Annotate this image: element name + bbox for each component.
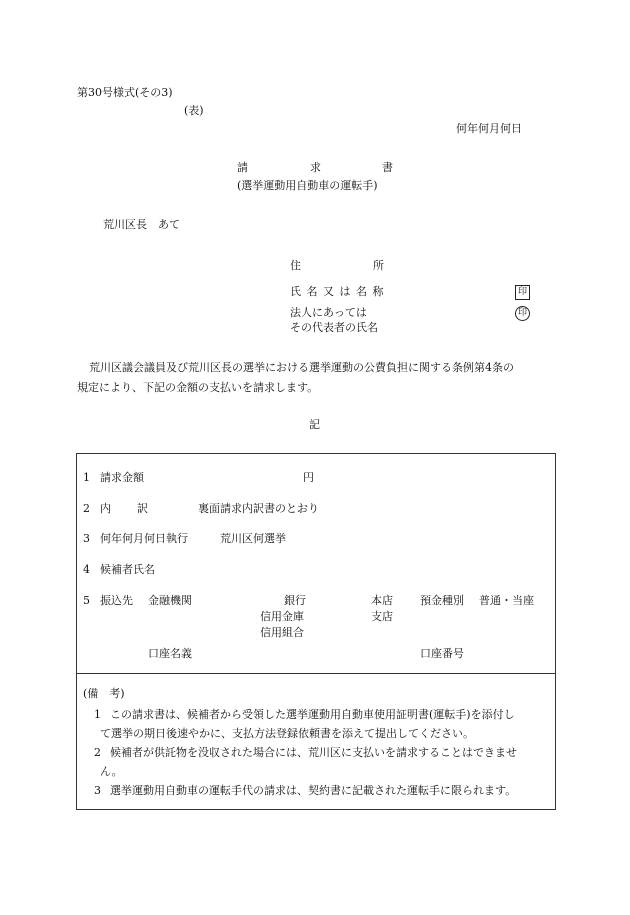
box-divider <box>77 673 555 674</box>
item-5-bank-label: 金融機関 <box>148 594 192 607</box>
note-2-line-a: 候補者が供託物を没収された場合には、荒川区に支払いを請求することはできませ <box>110 746 517 759</box>
item-1-label: 請求金額 <box>100 471 144 484</box>
item-5-bank: 銀行 <box>284 594 306 607</box>
corporate-label-1: 法人にあっては <box>290 306 367 319</box>
item-3-label: 何年何月何日執行 <box>100 532 188 545</box>
form-number: 第30号様式(その3) <box>77 86 173 99</box>
corporate-label-2: その代表者の氏名 <box>290 321 378 334</box>
note-2-line-b: ん。 <box>100 765 123 778</box>
item-4-label: 候補者氏名 <box>100 563 155 576</box>
item-2-label-b: 訳 <box>137 502 148 515</box>
document-subtitle: (選挙運動用自動車の運転手) <box>237 179 378 192</box>
item-5-number: 5 <box>83 594 90 607</box>
note-3-line-a: 選挙運動用自動車の運転手代の請求は、契約書に記載された運転手に限られます。 <box>110 784 517 797</box>
note-1-number: 1 <box>94 708 101 721</box>
item-2-number: 2 <box>83 502 90 515</box>
item-4-number: 4 <box>83 563 90 576</box>
form-side-label: (表) <box>184 104 204 117</box>
item-5-kumiai: 信用組合 <box>260 626 304 639</box>
note-3-number: 3 <box>94 784 101 797</box>
address-label-char-2: 所 <box>373 259 384 272</box>
title-char-3: 書 <box>382 161 393 174</box>
item-5-label: 振込先 <box>100 594 133 607</box>
item-5-account-type-label: 預金種別 <box>420 594 464 607</box>
item-5-account-number: 口座番号 <box>420 647 464 660</box>
item-2-value: 裏面請求内訳書のとおり <box>198 502 319 515</box>
item-2-label-a: 内 <box>100 502 111 515</box>
item-3-value: 荒川区何選挙 <box>220 532 286 545</box>
item-5-account-type-value: 普通・当座 <box>479 594 534 607</box>
item-1-number: 1 <box>83 471 90 484</box>
item-5-shinkin: 信用金庫 <box>260 610 304 623</box>
address-label-char-1: 住 <box>290 259 301 272</box>
item-5-shiten: 支店 <box>371 610 393 623</box>
body-line-2: 規定により、下記の金額の支払いを請求します。 <box>77 381 319 394</box>
addressee: 荒川区長 あて <box>103 218 180 231</box>
name-label: 氏 名 又 は 名 称 <box>290 285 385 298</box>
note-1-line-b: て選挙の期日後速やかに、支払方法登録依頼書を添えて提出してください。 <box>100 727 474 740</box>
ki-heading: 記 <box>309 418 320 431</box>
title-char-1: 請 <box>237 161 248 174</box>
details-box <box>76 453 556 810</box>
item-5-honten: 本店 <box>371 594 393 607</box>
notes-heading: (備 考) <box>83 687 125 700</box>
note-1-line-a: この請求書は、候補者から受領した選挙運動用自動車使用証明書(運転手)を添付し <box>110 708 515 721</box>
seal-mark-round: 印 <box>515 306 530 321</box>
item-3-number: 3 <box>83 532 90 545</box>
title-char-2: 求 <box>310 161 321 174</box>
item-1-unit: 円 <box>303 471 314 484</box>
item-5-account-holder: 口座名義 <box>148 647 192 660</box>
body-line-1: 荒川区議会議員及び荒川区長の選挙における選挙運動の公費負担に関する条例第4条の <box>89 361 514 374</box>
note-2-number: 2 <box>94 746 101 759</box>
document-date: 何年何月何日 <box>456 122 522 135</box>
seal-mark: 印 <box>515 285 530 300</box>
